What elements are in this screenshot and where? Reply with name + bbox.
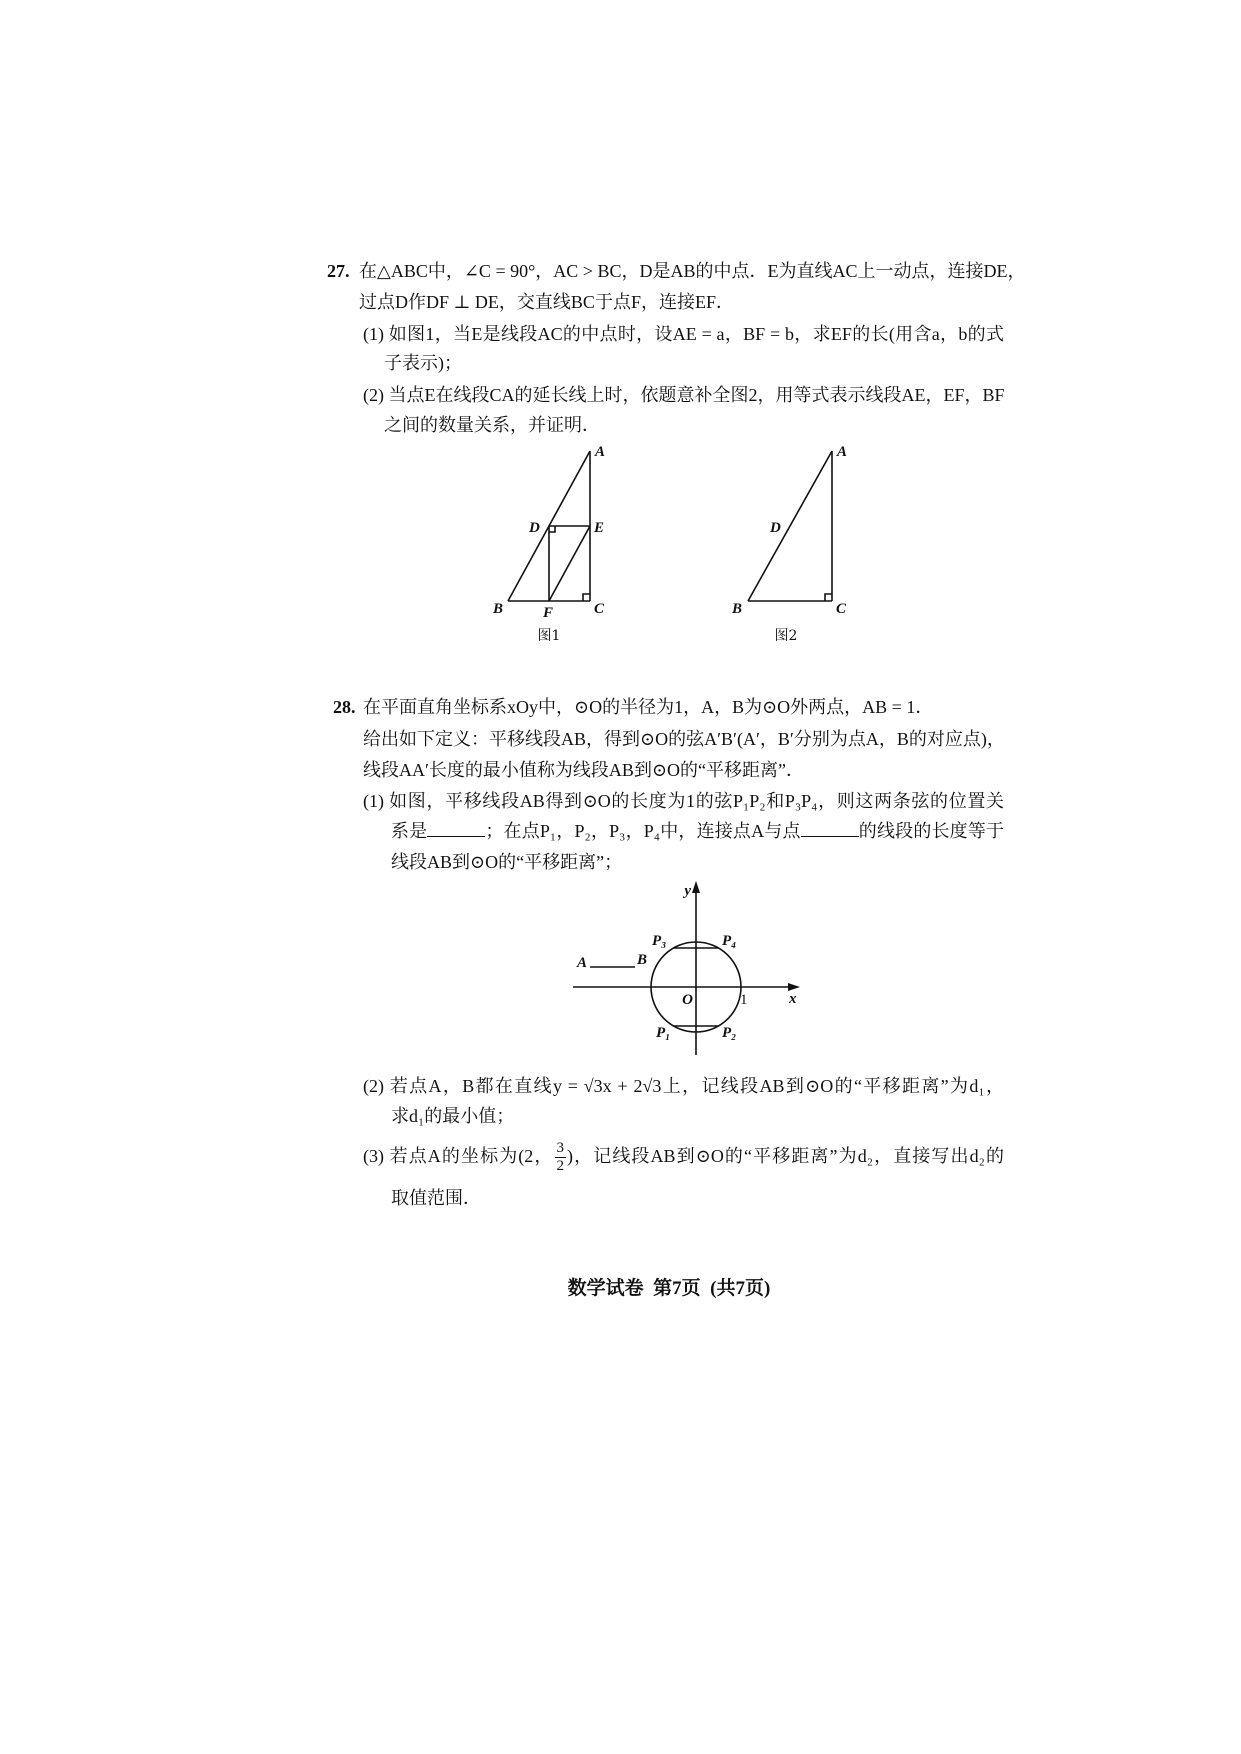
fraction-numerator: 3: [556, 1140, 565, 1157]
text-segment: ；在点P₁，P₂，P₃，P₄中，连接点A与点: [485, 821, 801, 841]
segment-ab: [748, 451, 832, 601]
question-number: 27.: [327, 261, 350, 281]
part-1-line: (1) 如图1，当E是线段AC的中点时，设AE = a，BF = b，求EF的长(用含a，b的式: [363, 324, 1004, 344]
coordinate-graph: [573, 881, 800, 1055]
right-angle-mark-c: [825, 594, 832, 601]
point-label-a: A: [576, 955, 587, 971]
part-1-line: 线段AB到⊙O的“平移距离”；: [391, 852, 623, 872]
part-2-line: 求d₁的最小值；: [391, 1106, 515, 1126]
tick-label-1: 1: [740, 992, 748, 1008]
text-segment: (3) 若点A的坐标为(2，: [363, 1146, 554, 1166]
label-c: C: [836, 601, 847, 617]
question-stem-line: 线段AA′长度的最小值称为线段AB到⊙O的“平移距离”．: [363, 760, 804, 780]
figure-2: [731, 444, 847, 644]
fraction: [555, 1140, 567, 1175]
part-2-line: (2) 若点A，B都在直线y = √3x + 2√3上，记线段AB到⊙O的“平移距离”为d₁，: [363, 1076, 1004, 1096]
point-label-p4: P₄: [722, 933, 737, 949]
origin-label: O: [682, 992, 693, 1008]
figure-2-caption: 图2: [774, 628, 798, 644]
label-a: A: [837, 444, 848, 460]
text-segment: )，记线段AB到⊙O的“平移距离”为d₂，直接写出d₂的: [567, 1146, 1004, 1166]
part-2-line: (2) 当点E在线段CA的延长线上时，依题意补全图2，用等式表示线段AE，EF，BF: [363, 385, 1005, 405]
right-angle-mark-d: [549, 526, 555, 532]
label-b: B: [493, 601, 504, 617]
part-2-line: 之间的数量关系，并证明．: [384, 415, 600, 435]
label-a: A: [595, 444, 606, 460]
x-axis-arrow: [788, 983, 800, 991]
point-label-p1: P₁: [656, 1025, 671, 1041]
axis-label-y: y: [684, 883, 691, 899]
figure-1-caption: 图1: [537, 628, 561, 644]
question-number: 28.: [333, 697, 356, 717]
question-stem-line: 给出如下定义：平移线段AB，得到⊙O的弦A′B′(A′，B′分别为点A，B的对应点)，: [363, 729, 1005, 749]
question-stem-line: 过点D作DF ⊥ DE，交直线BC于点F，连接EF．: [359, 292, 734, 312]
point-label-p3: P₃: [652, 933, 667, 949]
label-f: F: [543, 605, 554, 621]
question-stem-line: 在平面直角坐标系xOy中，⊙O的半径为1，A，B为⊙O外两点，AB = 1．: [363, 697, 934, 717]
fraction-denominator: 2: [556, 1158, 565, 1175]
label-c: C: [594, 601, 605, 617]
point-label-p2: P₂: [722, 1025, 737, 1041]
part-1-line: (1) 如图，平移线段AB得到⊙O的长度为1的弦P₁P₂和P₃P₄，则这两条弦的位置关: [363, 791, 1004, 811]
figure-1: [492, 444, 605, 644]
part-3-line: 取值范围．: [391, 1188, 481, 1208]
part-1-line: [391, 820, 1004, 842]
question-stem-line: 在△ABC中，∠C = 90°，AC > BC，D是AB的中点．E为直线AC上一动点，连接DE，: [359, 261, 1026, 281]
text-segment: 的线段的长度等于: [858, 821, 1005, 841]
label-d: D: [529, 520, 540, 536]
text-segment: 系是: [391, 821, 428, 841]
axis-label-x: x: [789, 991, 797, 1007]
answer-blank: [801, 820, 859, 837]
label-e: E: [594, 520, 605, 536]
part-1-line: 子表示)；: [384, 353, 462, 373]
answer-blank: [427, 820, 485, 837]
y-axis-arrow: [692, 881, 700, 893]
point-label-b: B: [637, 952, 648, 968]
right-angle-mark-c: [583, 594, 590, 601]
page-footer: 数学试卷 第7页 (共7页): [567, 1278, 771, 1299]
part-3-line: [363, 1138, 1004, 1175]
label-b: B: [732, 601, 743, 617]
label-d: D: [770, 520, 781, 536]
segment-ef: [549, 526, 590, 601]
